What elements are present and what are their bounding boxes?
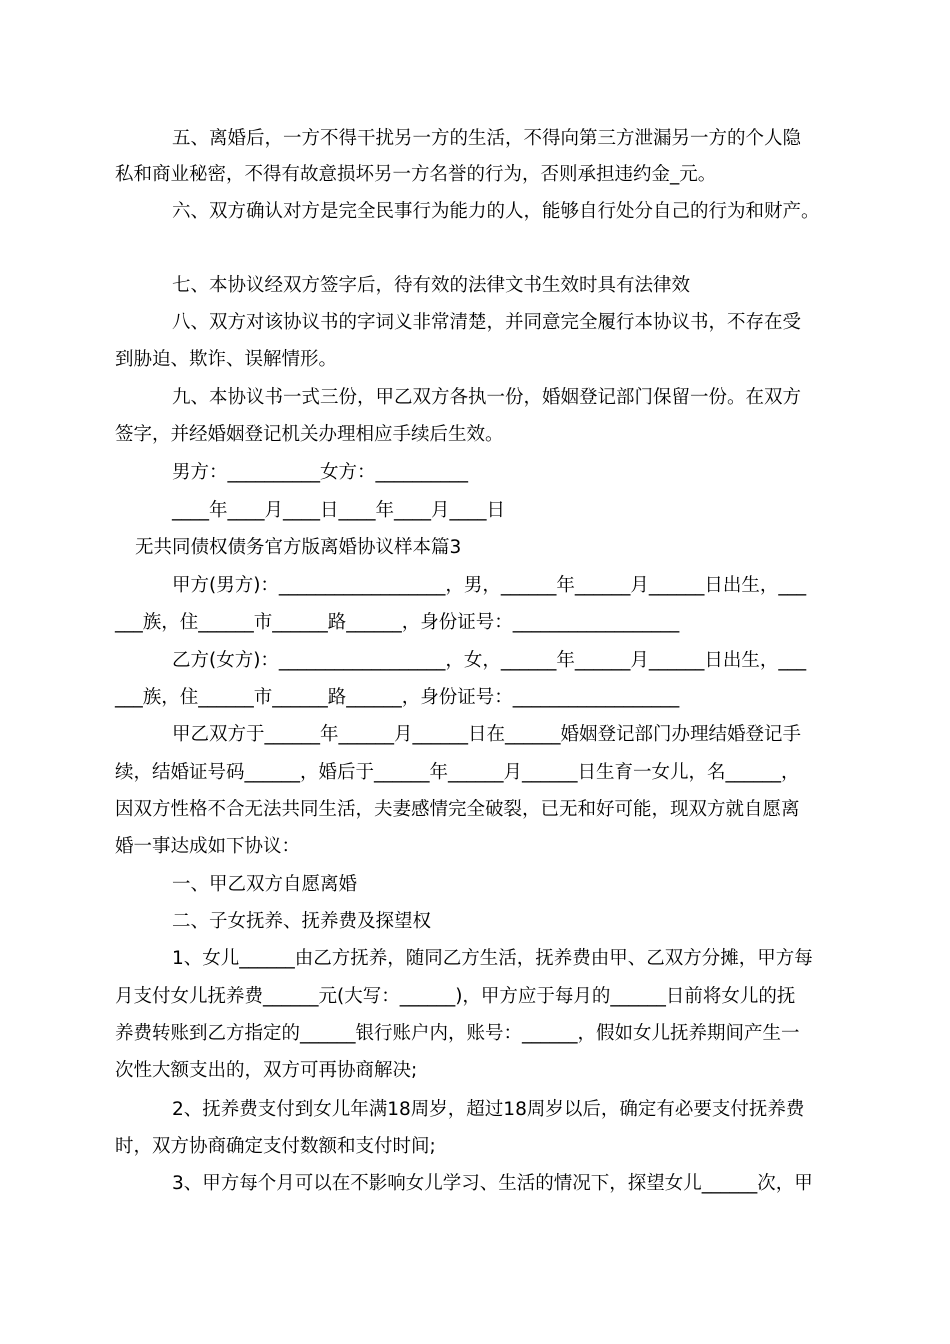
- clause-5-line-2: 私和商业秘密，不得有故意损坏另一方名誉的行为，否则承担违约金_元。: [115, 164, 717, 185]
- item-1-line-2: 月支付女儿抚养费______元(大写：______)，甲方应于每月的______日前将女儿的抚: [115, 986, 796, 1007]
- item-1-line-1: 1、女儿______由乙方抚养，随同乙方生活，抚养费由甲、乙双方分摊，甲方每: [172, 948, 813, 969]
- clause-8-line-2: 到胁迫、欺诈、误解情形。: [115, 349, 338, 370]
- item-1-line-4: 次性大额支出的，双方可再协商解决;: [115, 1060, 418, 1081]
- party-a-line-2: ___族，住______市______路______，身份证号：__________________: [115, 612, 680, 633]
- item-2-line-1: 2、抚养费支付到女儿年满18周岁，超过18周岁以后，确定有必要支付抚养费: [172, 1099, 805, 1120]
- clause-7: 七、本协议经双方签字后，待有效的法律文书生效时具有法律效: [172, 275, 691, 296]
- preamble-line-1: 甲乙双方于______年______月______日在______婚姻登记部门办理结婚登记手: [172, 724, 802, 745]
- clause-6: 六、双方确认对方是完全民事行为能力的人，能够自行处分自己的行为和财产。: [172, 201, 820, 222]
- clause-9-line-1: 九、本协议书一式三份，甲乙双方各执一份，婚姻登记部门保留一份。在双方: [172, 387, 802, 408]
- article-2: 二、子女抚养、抚养费及探望权: [172, 911, 432, 932]
- item-1-line-3: 养费转账到乙方指定的______银行账户内，账号：______，假如女儿抚养期间产生一: [115, 1023, 800, 1044]
- preamble-line-4: 婚一事达成如下协议：: [115, 836, 301, 857]
- signature-line: 男方：__________女方：__________: [172, 462, 469, 483]
- party-a-line-1: 甲方(男方)：__________________，男，______年______月______日出生，___: [172, 575, 807, 596]
- section-title: 无共同债权债务官方版离婚协议样本篇3: [135, 537, 462, 558]
- clause-8-line-1: 八、双方对该协议书的字词义非常清楚，并同意完全履行本协议书，不存在受: [172, 312, 802, 333]
- date-line: ____年____月____日____年____月____日: [172, 500, 506, 521]
- item-3-line-1: 3、甲方每个月可以在不影响女儿学习、生活的情况下，探望女儿______次，甲: [172, 1173, 813, 1194]
- party-b-line-1: 乙方(女方)：__________________，女，______年______月______日出生，___: [172, 650, 807, 671]
- clause-9-line-2: 签字，并经婚姻登记机关办理相应手续后生效。: [115, 424, 504, 445]
- article-1: 一、甲乙双方自愿离婚: [172, 874, 358, 895]
- preamble-line-3: 因双方性格不合无法共同生活，夫妻感情完全破裂，已无和好可能，现双方就自愿离: [115, 799, 800, 820]
- preamble-line-2: 续，结婚证号码______，婚后于______年______月______日生育一女儿，名______，: [115, 762, 800, 783]
- item-2-line-2: 时，双方协商确定支付数额和支付时间;: [115, 1136, 436, 1157]
- clause-5-line-1: 五、离婚后，一方不得干扰另一方的生活，不得向第三方泄漏另一方的个人隐: [172, 128, 802, 149]
- party-b-line-2: ___族，住______市______路______，身份证号：__________________: [115, 687, 680, 708]
